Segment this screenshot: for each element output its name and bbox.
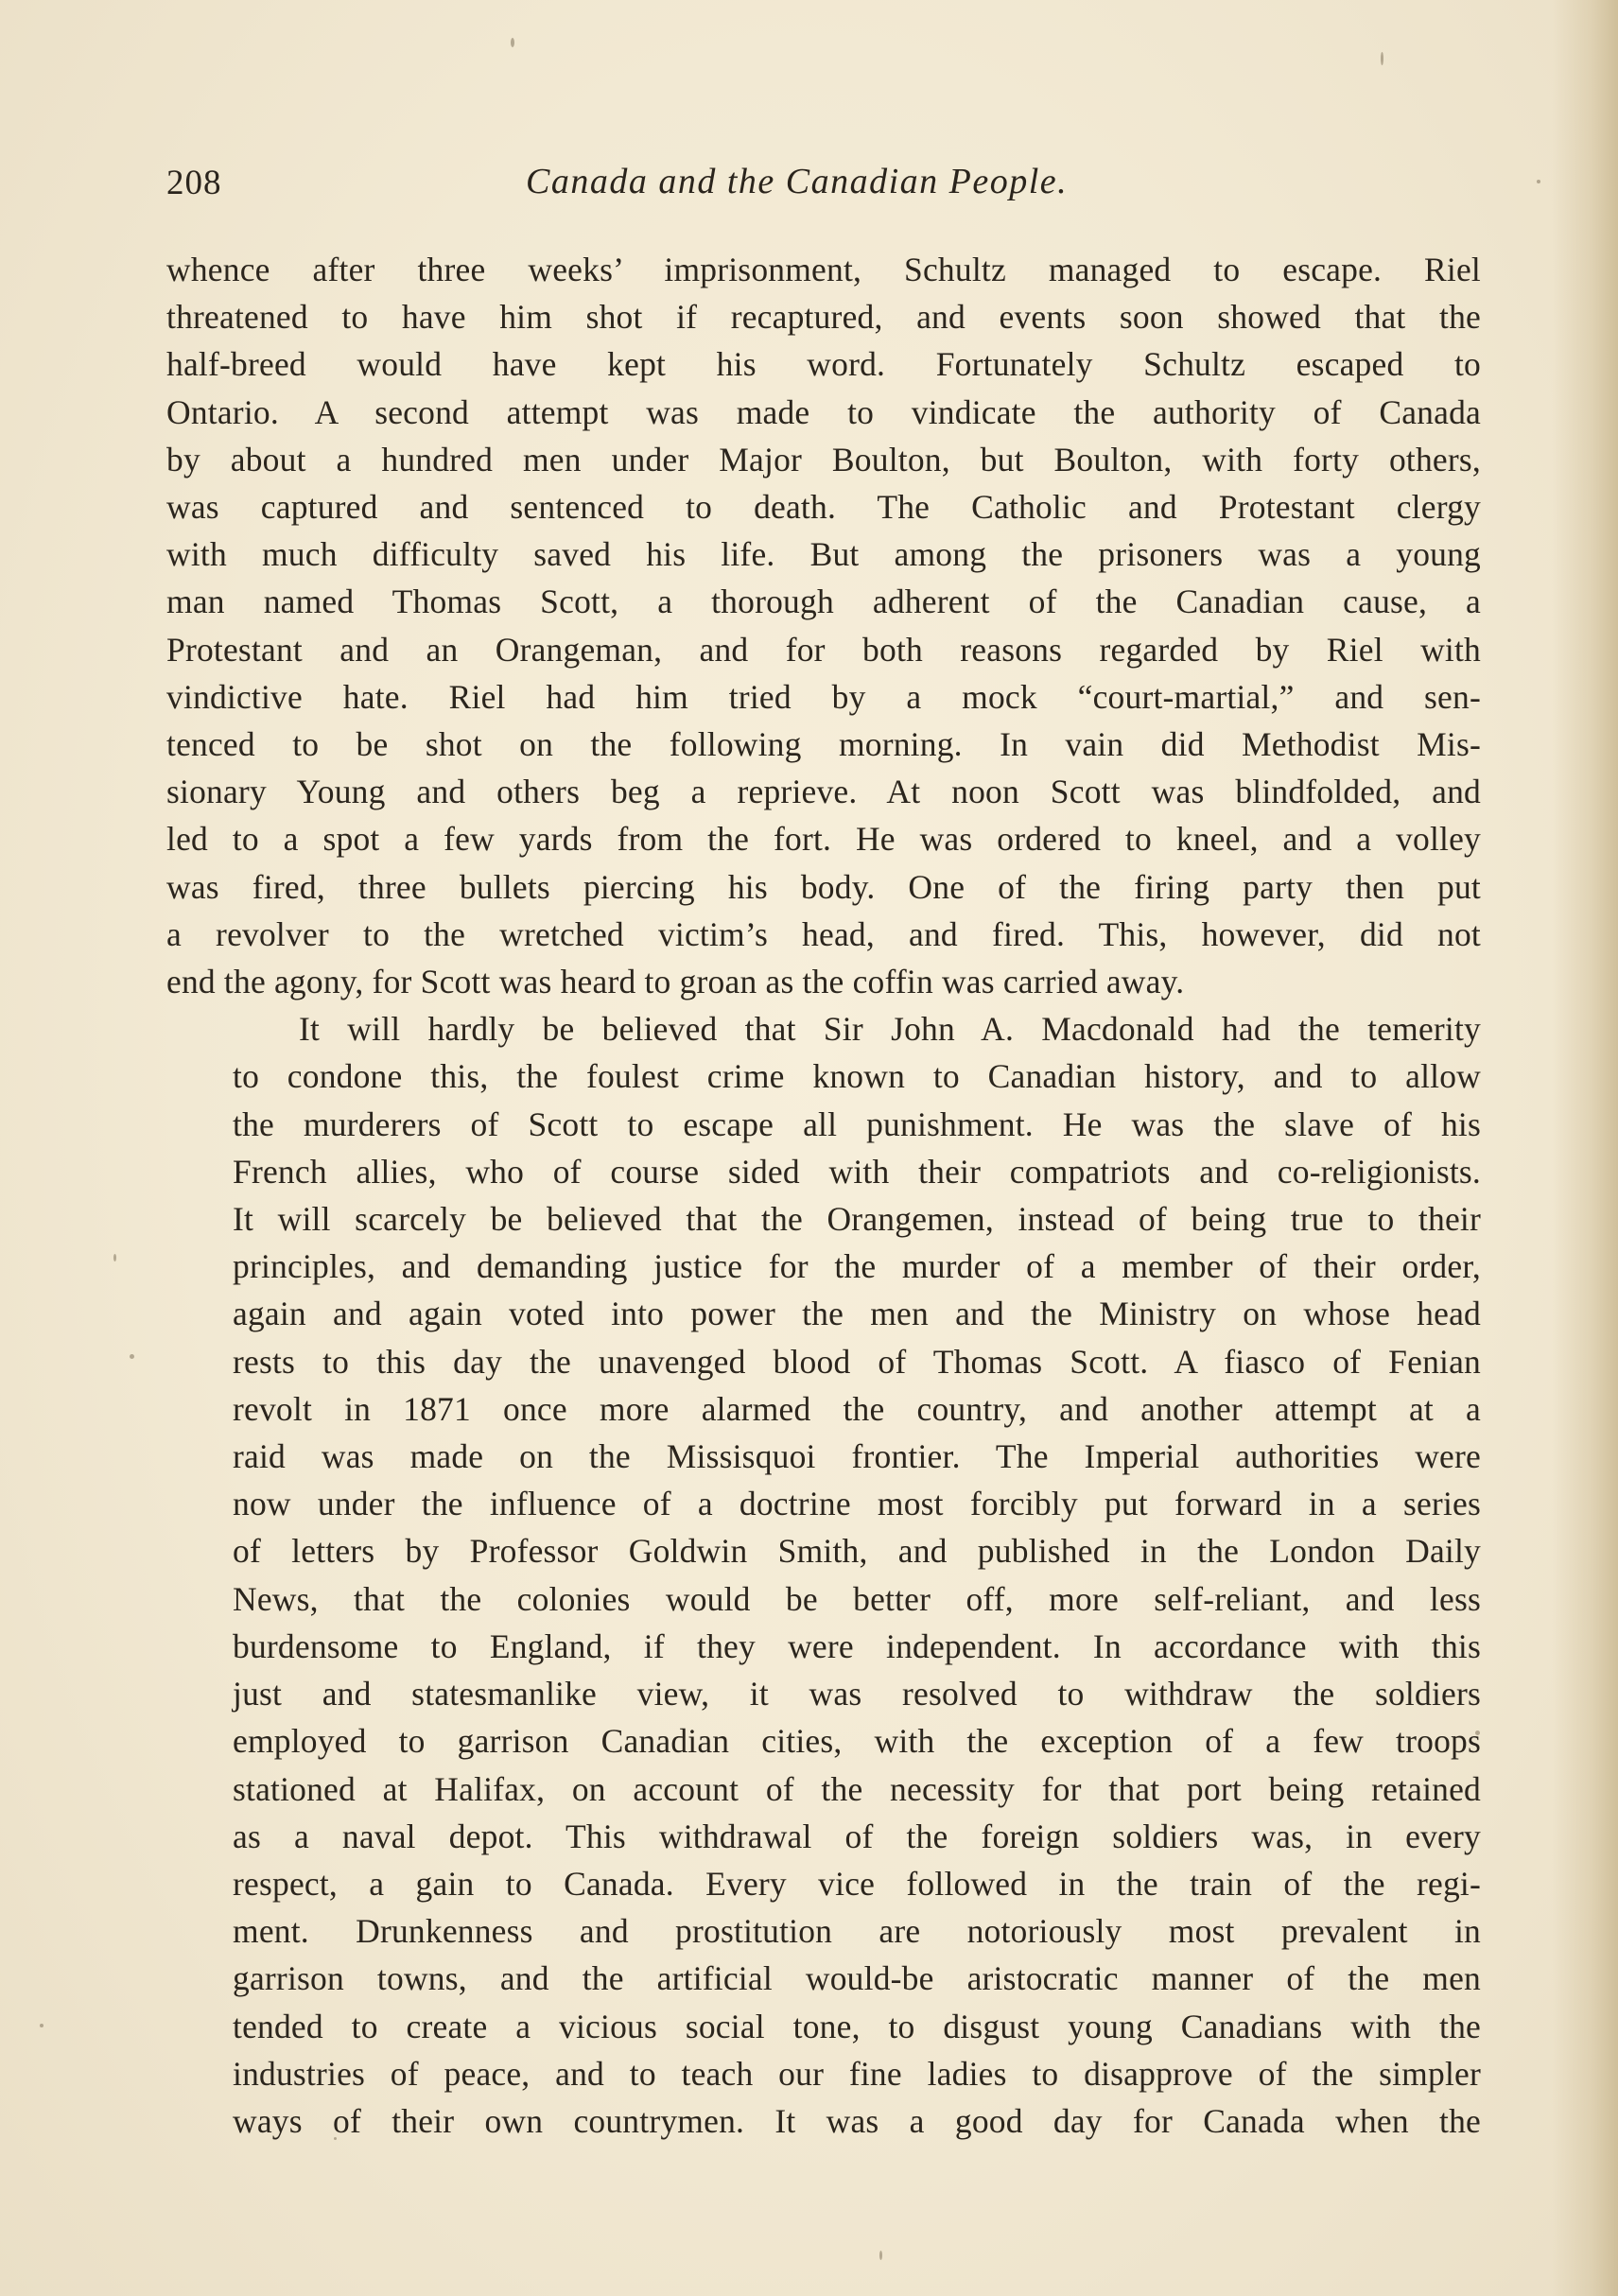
text-line: now under the influence of a doctrine most forcibly put forward in a series [233, 1485, 1481, 1523]
text-line: was fired, three bullets piercing his body. One of the firing party then put [166, 867, 1481, 906]
text-line: ment. Drunkenness and prostitution are notoriously most prevalent in [233, 1912, 1481, 1951]
text-line: vindictive hate. Riel had him tried by a mock “court-martial,” and sen- [166, 677, 1481, 716]
paragraph-1 [166, 246, 1481, 1005]
text-line: again and again voted into power the men and the Ministry on whose head [233, 1295, 1481, 1333]
text-line: respect, a gain to Canada. Every vice followed in the train of the regi- [233, 1864, 1481, 1903]
text-line: ways of their own countrymen. It was a good day for Canada when the [233, 2101, 1481, 2140]
running-title: Canada and the Canadian People. [526, 162, 1069, 201]
text-line: It will scarcely be believed that the Orangemen, instead of being true to their [233, 1200, 1481, 1239]
text-line: revolt in 1871 once more alarmed the country, and another attempt at a [233, 1389, 1481, 1428]
text-line: half-breed would have kept his word. Fortunately Schultz escaped to [166, 345, 1481, 384]
text-line: employed to garrison Canadian cities, with the exception of a few troops [233, 1722, 1481, 1761]
text-line: man named Thomas Scott, a thorough adherent of the Canadian cause, a [166, 583, 1481, 621]
text-line: of letters by Professor Goldwin Smith, and published in the London Daily [233, 1532, 1481, 1571]
text-line: whence after three weeks’ imprisonment, Schultz managed to escape. Riel [166, 251, 1481, 288]
text-line: with much difficulty saved his life. But among the prisoners was a young [166, 535, 1481, 574]
paper-speck [130, 1354, 134, 1359]
text-line: industries of peace, and to teach our fine ladies to disapprove of the simpler [233, 2054, 1481, 2093]
text-line: rests to this day the unavenged blood of Thomas Scott. A fiasco of Fenian [233, 1342, 1481, 1381]
text-line: raid was made on the Missisquoi frontier. The Imperial authorities were [233, 1437, 1481, 1476]
text-line: garrison towns, and the artificial would-be aristocratic manner of the men [233, 1959, 1481, 1998]
text-line: led to a spot a few yards from the fort. He was ordered to kneel, and a volley [166, 820, 1481, 859]
text-line: just and statesmanlike view, it was resolved to withdraw the soldiers [233, 1675, 1481, 1713]
text-line: threatened to have him shot if recaptured, and events soon showed that the [166, 298, 1481, 337]
text-line: stationed at Halifax, on account of the necessity for that port being retained [233, 1769, 1481, 1808]
text-line: a revolver to the wretched victim’s head, and fired. This, however, did not [166, 914, 1481, 953]
text-line: the murderers of Scott to escape all punishment. He was the slave of his [233, 1105, 1481, 1143]
paper-speck [113, 1254, 116, 1261]
page-edge-shadow [1552, 0, 1618, 2296]
text-line: tended to create a vicious social tone, to disgust young Canadians with the [233, 2007, 1481, 2045]
running-head [166, 157, 1476, 214]
paper-speck [879, 2251, 882, 2260]
text-line: sionary Young and others beg a reprieve. At noon Scott was blindfolded, and [166, 773, 1481, 811]
paper-speck [40, 2024, 43, 2027]
text-line: by about a hundred men under Major Boulton, but Boulton, with forty others, [166, 440, 1481, 478]
text-line: News, that the colonies would be better off, more self-reliant, and less [233, 1579, 1481, 1618]
body-text [166, 246, 1481, 2145]
text-line: Protestant and an Orangeman, and for both reasons regarded by Riel with [166, 630, 1481, 669]
text-line: burdensome to England, if they were independent. In accordance with this [233, 1626, 1481, 1665]
text-line: French allies, who of course sided with their compatriots and co-religionists. [233, 1152, 1481, 1191]
paper-speck [511, 38, 514, 47]
text-line: principles, and demanding justice for the murder of a member of their order, [233, 1247, 1481, 1286]
text-line: to condone this, the foulest crime known to Canadian history, and to allow [233, 1057, 1481, 1096]
text-line: Ontario. A second attempt was made to vindicate the authority of Canada [166, 392, 1481, 431]
text-line: as a naval depot. This withdrawal of the foreign soldiers was, in every [233, 1817, 1481, 1855]
paragraph-2 [166, 1005, 1481, 2145]
paper-speck [1537, 180, 1540, 183]
text-line: was captured and sentenced to death. The Catholic and Protestant clergy [166, 488, 1481, 527]
paper-speck [1381, 52, 1383, 65]
text-line: end the agony, for Scott was heard to groan as the coffin was carried away. [166, 963, 1185, 1001]
text-line: tenced to be shot on the following morning. In vain did Methodist Mis- [166, 725, 1481, 764]
page-number: 208 [166, 164, 222, 202]
text-line: It will hardly be believed that Sir John A. Macdonald had the temerity [299, 1010, 1481, 1049]
